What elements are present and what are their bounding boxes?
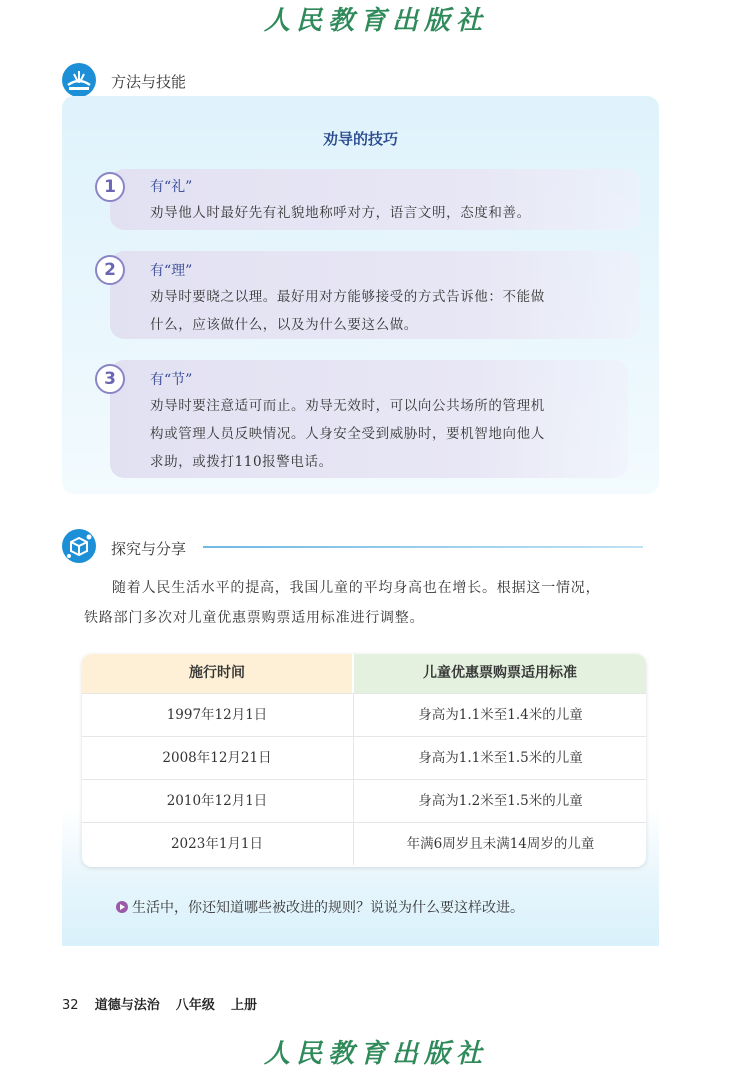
- table-row: [82, 693, 646, 736]
- publisher-logo-bottom: 人民教育出版社: [263, 1039, 488, 1069]
- table-cell-standard: 身高为1.1米至1.5米的儿童: [353, 737, 646, 779]
- tip-text-3: [150, 392, 545, 476]
- book-title: 道德与法治: [94, 998, 160, 1013]
- grade: 八年级: [175, 998, 215, 1013]
- explore-section-title: 探究与分享: [111, 540, 187, 558]
- tip-line: 求助，或拨打110报警电话。: [150, 454, 333, 470]
- tip-text-1: [150, 199, 531, 227]
- skills-panel: [62, 96, 659, 494]
- section-divider: [203, 546, 643, 548]
- panel-title: 劝导的技巧: [322, 130, 398, 148]
- table-header-date: 施行时间: [82, 654, 352, 693]
- explore-section-icon: [62, 529, 96, 563]
- table-row: [82, 822, 646, 865]
- page-number: 32: [62, 998, 79, 1013]
- page-footer: [62, 994, 269, 1013]
- table-cell-standard: 年满6周岁且未满14周岁的儿童: [353, 823, 646, 865]
- table-cell-date: 2023年1月1日: [170, 836, 264, 852]
- tip-number-3: 3: [95, 364, 125, 394]
- table-row: [82, 779, 646, 822]
- tip-line: 劝导时要注意适可而止。劝导无效时，可以向公共场所的管理机: [150, 398, 545, 414]
- paragraph-line: 随着人民生活水平的提高，我国儿童的平均身高也在增长。根据这一情况，: [112, 580, 601, 596]
- table-row: [82, 736, 646, 779]
- paragraph-line: 铁路部门多次对儿童优惠票购票适用标准进行调整。: [84, 610, 425, 626]
- table-cell-standard: 身高为1.2米至1.5米的儿童: [353, 780, 646, 822]
- tip-title-2: 有“理”: [150, 263, 193, 279]
- tip-title-3: 有“节”: [150, 372, 193, 388]
- tip-line: 劝导他人时最好先有礼貌地称呼对方，语言文明，态度和善。: [150, 205, 531, 221]
- tip-line: 什么，应该做什么，以及为什么要这么做。: [150, 317, 418, 333]
- play-triangle-icon: [116, 901, 128, 913]
- discussion-question: [116, 897, 524, 917]
- question-text: 生活中，你还知道哪些被改进的规则？说说为什么要这样改进。: [132, 900, 524, 916]
- volume: 上册: [231, 998, 258, 1013]
- tip-title-1: 有“礼”: [150, 179, 193, 195]
- tip-text-2: [150, 283, 545, 339]
- tip-line: 劝导时要晓之以理。最好用对方能够接受的方式告诉他：不能做: [150, 289, 545, 305]
- methods-section-icon: [62, 63, 96, 97]
- ticket-standard-table: [82, 654, 646, 867]
- table-cell-standard: 身高为1.1米至1.4米的儿童: [353, 694, 646, 736]
- tip-line: 构或管理人员反映情况。人身安全受到威胁时，要机智地向他人: [150, 426, 545, 442]
- methods-section-title: 方法与技能: [111, 73, 187, 91]
- publisher-logo-top: 人民教育出版社: [263, 6, 488, 36]
- table-header-standard: 儿童优惠票购票适用标准: [354, 654, 646, 693]
- table-cell-date: 2008年12月21日: [162, 750, 272, 766]
- tip-number-2: 2: [95, 255, 125, 285]
- tip-number-1: 1: [95, 172, 125, 202]
- explore-paragraph: [84, 573, 664, 633]
- table-cell-date: 2010年12月1日: [166, 793, 268, 809]
- table-cell-date: 1997年12月1日: [166, 707, 268, 723]
